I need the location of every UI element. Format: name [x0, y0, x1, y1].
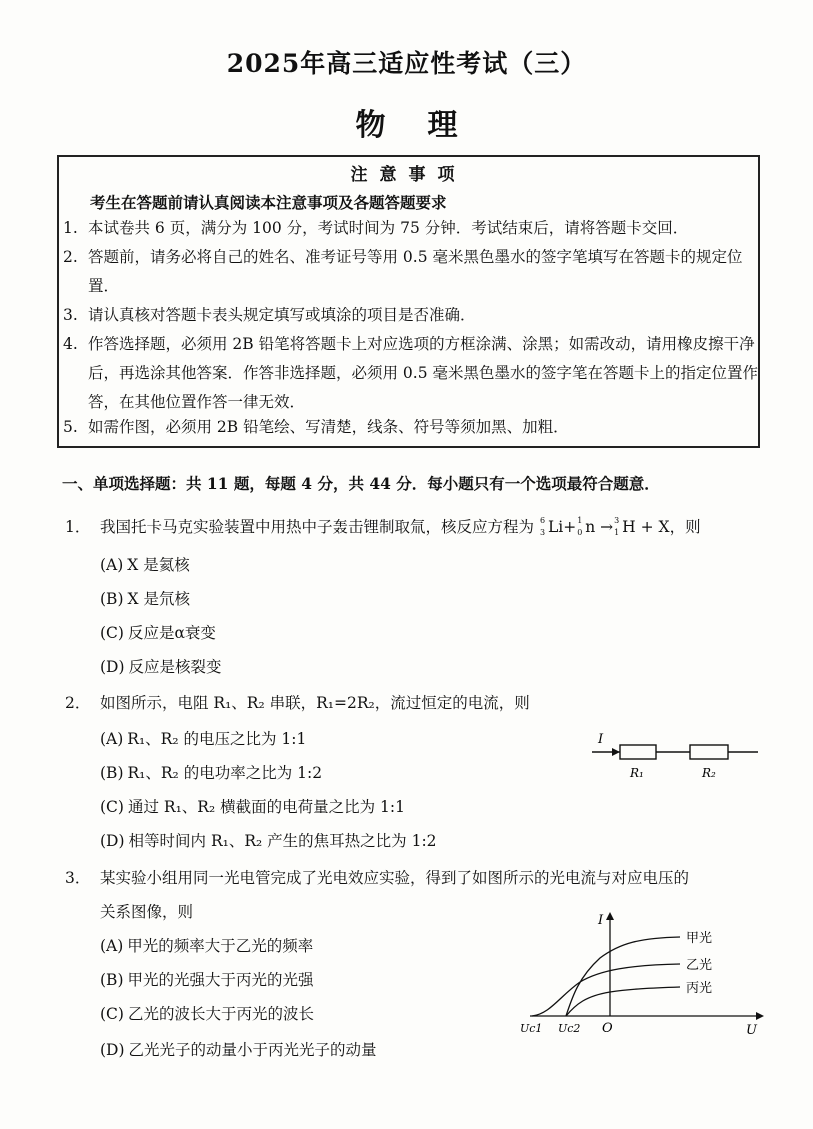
n-mass-number: 1	[577, 516, 583, 525]
arrow-icon: →	[600, 518, 614, 536]
resistor-r2	[690, 745, 728, 759]
option-label: (A)	[100, 730, 124, 748]
option-text: 通过 R₁、R₂ 横截面的电荷量之比为 1:1	[127, 798, 405, 816]
h-mass-number: 3	[614, 516, 620, 525]
question-stem	[100, 515, 780, 537]
option-text: X 是氦核	[127, 556, 190, 574]
uc1-label: Uc1	[520, 1022, 543, 1035]
option-b	[100, 761, 322, 783]
curve-yi	[532, 964, 680, 1016]
option-label: (D)	[100, 658, 125, 676]
resistor-r1	[620, 745, 656, 759]
option-label: (C)	[100, 1005, 124, 1023]
notice-item-text: 如需作图，必须用 2B 铅笔绘、写清楚，线条、符号等须加黑、加粗．	[88, 418, 569, 436]
notice-item-text: 作答选择题，必须用 2B 铅笔将答题卡上对应选项的方框涂满、涂黑；如需改动，请用橡皮擦干净后，再选涂其他答案．作答非选择题，必须用 0.5 毫米黑色墨水的签字笔在答题卡上的指定位置作答，在其他位置作答一律无效．	[88, 335, 759, 411]
option-b	[100, 968, 314, 990]
option-text: X 是氘核	[127, 590, 190, 608]
iu-graph	[520, 908, 770, 1038]
notice-item-number: 2.	[63, 248, 78, 266]
section-heading: 一、单项选择题：共 11 题，每题 4 分，共 44 分．每小题只有一个选项最符合题意．	[62, 474, 660, 493]
notice-item	[63, 413, 758, 442]
option-text: 甲光的光强大于丙光的光强	[127, 971, 314, 989]
curve-jia	[566, 937, 680, 1016]
question-stem-line: 某实验小组用同一光电管完成了光电效应实验，得到了如图所示的光电流与对应电压的	[100, 869, 690, 887]
option-c	[100, 795, 405, 817]
option-c	[100, 1002, 314, 1024]
notice-item	[63, 330, 758, 417]
option-label: (B)	[100, 764, 124, 782]
h-atomic-number: 1	[614, 528, 620, 537]
question-number: 3．	[65, 869, 91, 887]
option-label: (D)	[100, 832, 125, 850]
option-label: (A)	[100, 556, 124, 574]
x-term: + X	[640, 518, 670, 536]
curve-bing	[566, 987, 680, 1016]
i-axis-arrow-icon	[606, 912, 614, 920]
option-b	[100, 587, 190, 609]
question-stem-line: 关系图像，则	[100, 903, 194, 921]
origin-label: O	[602, 1021, 613, 1036]
n-atomic-number: 0	[577, 528, 583, 537]
plus-sign: +	[563, 518, 577, 536]
notice-item-text: 答题前，请务必将自己的姓名、准考证号等用 0.5 毫米黑色墨水的签字笔填写在答题卡的规定位置．	[88, 248, 743, 295]
question-stem: 如图所示，电阻 R₁、R₂ 串联，R₁=2R₂，流过恒定的电流，则	[100, 694, 530, 712]
notice-subtitle: 考生在答题前请认真阅读本注意事项及各题答题要求	[90, 193, 447, 212]
uc2-label: Uc2	[558, 1022, 581, 1035]
option-text: 相等时间内 R₁、R₂ 产生的焦耳热之比为 1:2	[128, 832, 437, 850]
question-number: 2．	[65, 694, 91, 712]
notice-item-number: 5.	[63, 418, 78, 436]
curve-bing-label: 丙光	[686, 981, 713, 996]
option-text: 甲光的频率大于乙光的频率	[127, 937, 314, 955]
notice-item	[63, 214, 758, 243]
option-text: 反应是α衰变	[127, 624, 216, 642]
question-stem-suffix: ，则	[669, 518, 701, 536]
notice-item-number: 1.	[63, 219, 78, 237]
li-atomic-number: 3	[539, 528, 546, 537]
notice-item-text: 请认真核对答题卡表头规定填写或填涂的项目是否准确．	[88, 306, 476, 324]
subject-title: 物理	[355, 108, 500, 143]
option-d	[100, 1038, 377, 1060]
notice-title: 注意事项	[350, 165, 467, 185]
li-symbol: Li	[547, 518, 564, 536]
neutron-symbol: n	[585, 518, 596, 536]
r1-label: R₁	[630, 766, 644, 780]
current-label: I	[598, 732, 604, 747]
option-text: R₁、R₂ 的电压之比为 1:1	[127, 730, 307, 748]
option-label: (C)	[100, 624, 124, 642]
option-a	[100, 553, 190, 575]
option-text: R₁、R₂ 的电功率之比为 1:2	[127, 764, 323, 782]
curve-yi-label: 乙光	[686, 958, 713, 973]
option-label: (A)	[100, 937, 124, 955]
notice-item	[63, 301, 758, 330]
option-label: (D)	[100, 1041, 125, 1059]
r2-label: R₂	[702, 766, 716, 780]
option-text: 反应是核裂变	[128, 658, 222, 676]
notice-item-text: 本试卷共 6 页，满分为 100 分，考试时间为 75 分钟．考试结束后，请将答题卡交回．	[88, 219, 689, 237]
h-symbol: H	[622, 518, 636, 536]
option-d	[100, 829, 437, 851]
option-label: (C)	[100, 798, 124, 816]
option-text: 乙光光子的动量小于丙光光子的动量	[128, 1041, 377, 1059]
i-axis-label: I	[598, 913, 604, 928]
exam-title: 2025年高三适应性考试（三）	[226, 49, 587, 78]
circuit-diagram	[590, 728, 770, 786]
u-axis-label: U	[746, 1023, 757, 1038]
option-a	[100, 934, 313, 956]
curve-jia-label: 甲光	[686, 931, 713, 946]
notice-item-number: 3.	[63, 306, 78, 324]
option-label: (B)	[100, 590, 124, 608]
notice-item	[63, 243, 758, 301]
u-axis-arrow-icon	[756, 1012, 764, 1020]
option-a	[100, 727, 306, 749]
question-stem-text: 我国托卡马克实验装置中用热中子轰击锂制取氚，核反应方程为	[100, 518, 535, 536]
question-number: 1．	[65, 518, 91, 536]
option-text: 乙光的波长大于丙光的波长	[127, 1005, 314, 1023]
option-label: (B)	[100, 971, 124, 989]
nuclear-equation	[539, 518, 670, 536]
li-mass-number: 6	[539, 516, 546, 525]
notice-item-number: 4.	[63, 335, 78, 353]
option-c	[100, 621, 216, 643]
option-d	[100, 655, 222, 677]
